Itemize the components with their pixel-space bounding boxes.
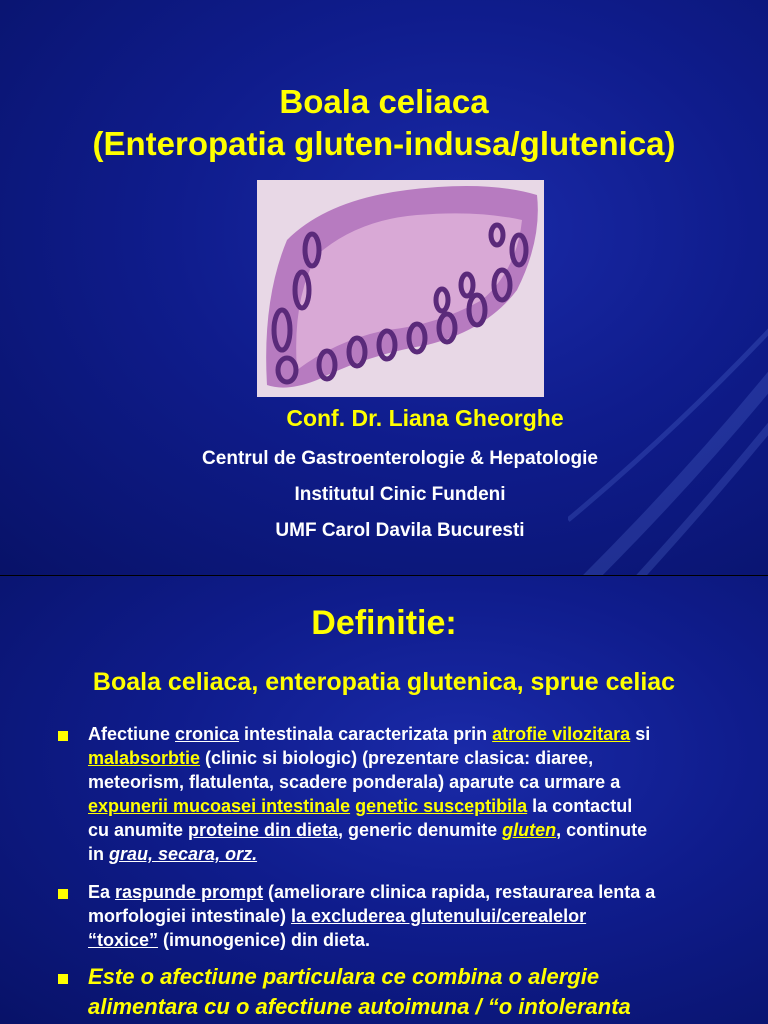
histology-image — [257, 180, 544, 397]
affiliation-university: UMF Carol Davila Bucuresti — [275, 520, 525, 541]
bullet1-line1: Afectiune cronica intestinala caracterizata prin atrofie vilozitara si — [88, 724, 651, 744]
definition-subheading: Boala celiaca, enteropatia glutenica, sprue celiac — [92, 668, 676, 696]
affiliation-institute: Institutul Cinic Fundeni — [294, 484, 506, 505]
bullet1-line6: in grau, secara, orz. — [88, 844, 258, 864]
bullet1-line4: expunerii mucoasei intestinale genetic susceptibila la contactul — [88, 796, 633, 816]
bullet-definition — [88, 722, 768, 866]
bullet2-line2: morfologiei intestinale) la excluderea glutenului/cerealelor — [88, 906, 587, 926]
bullet-particular — [88, 962, 768, 1022]
bullet1-line3: meteorism, flatulenta, scadere ponderala) aparute ca urmare a — [88, 772, 621, 792]
slide-definition — [0, 576, 768, 1024]
affiliation-center: Centrul de Gastroenterologie & Hepatologie — [202, 448, 598, 469]
bullet2-line3: “toxice” (imunogenice) din dieta. — [88, 930, 371, 950]
bullet2-line1: Ea raspunde prompt (ameliorare clinica rapida, restaurarea lenta a — [88, 882, 656, 902]
bullet-square-icon — [58, 731, 68, 741]
bullet3-line2: alimentara cu o afectiune autoimuna / “o intoleranta — [88, 994, 631, 1019]
definition-heading: Definitie: — [311, 604, 457, 642]
bullet-square-icon — [58, 974, 68, 984]
bullet1-line5: cu anumite proteine din dieta, generic denumite gluten, continute — [88, 820, 648, 840]
bullet3-line1: Este o afectiune particulara ce combina o alergie — [88, 964, 600, 989]
bullet-square-icon — [58, 889, 68, 899]
bullet1-line2: malabsorbtie (clinic si biologic) (prezentare clasica: diaree, — [88, 748, 594, 768]
author-name: Conf. Dr. Liana Gheorghe — [286, 405, 564, 431]
slide-title-line2: (Enteropatia gluten-indusa/glutenica) — [92, 125, 676, 162]
slide-title-line1: Boala celiaca — [279, 83, 489, 120]
bullet-response — [88, 880, 768, 952]
